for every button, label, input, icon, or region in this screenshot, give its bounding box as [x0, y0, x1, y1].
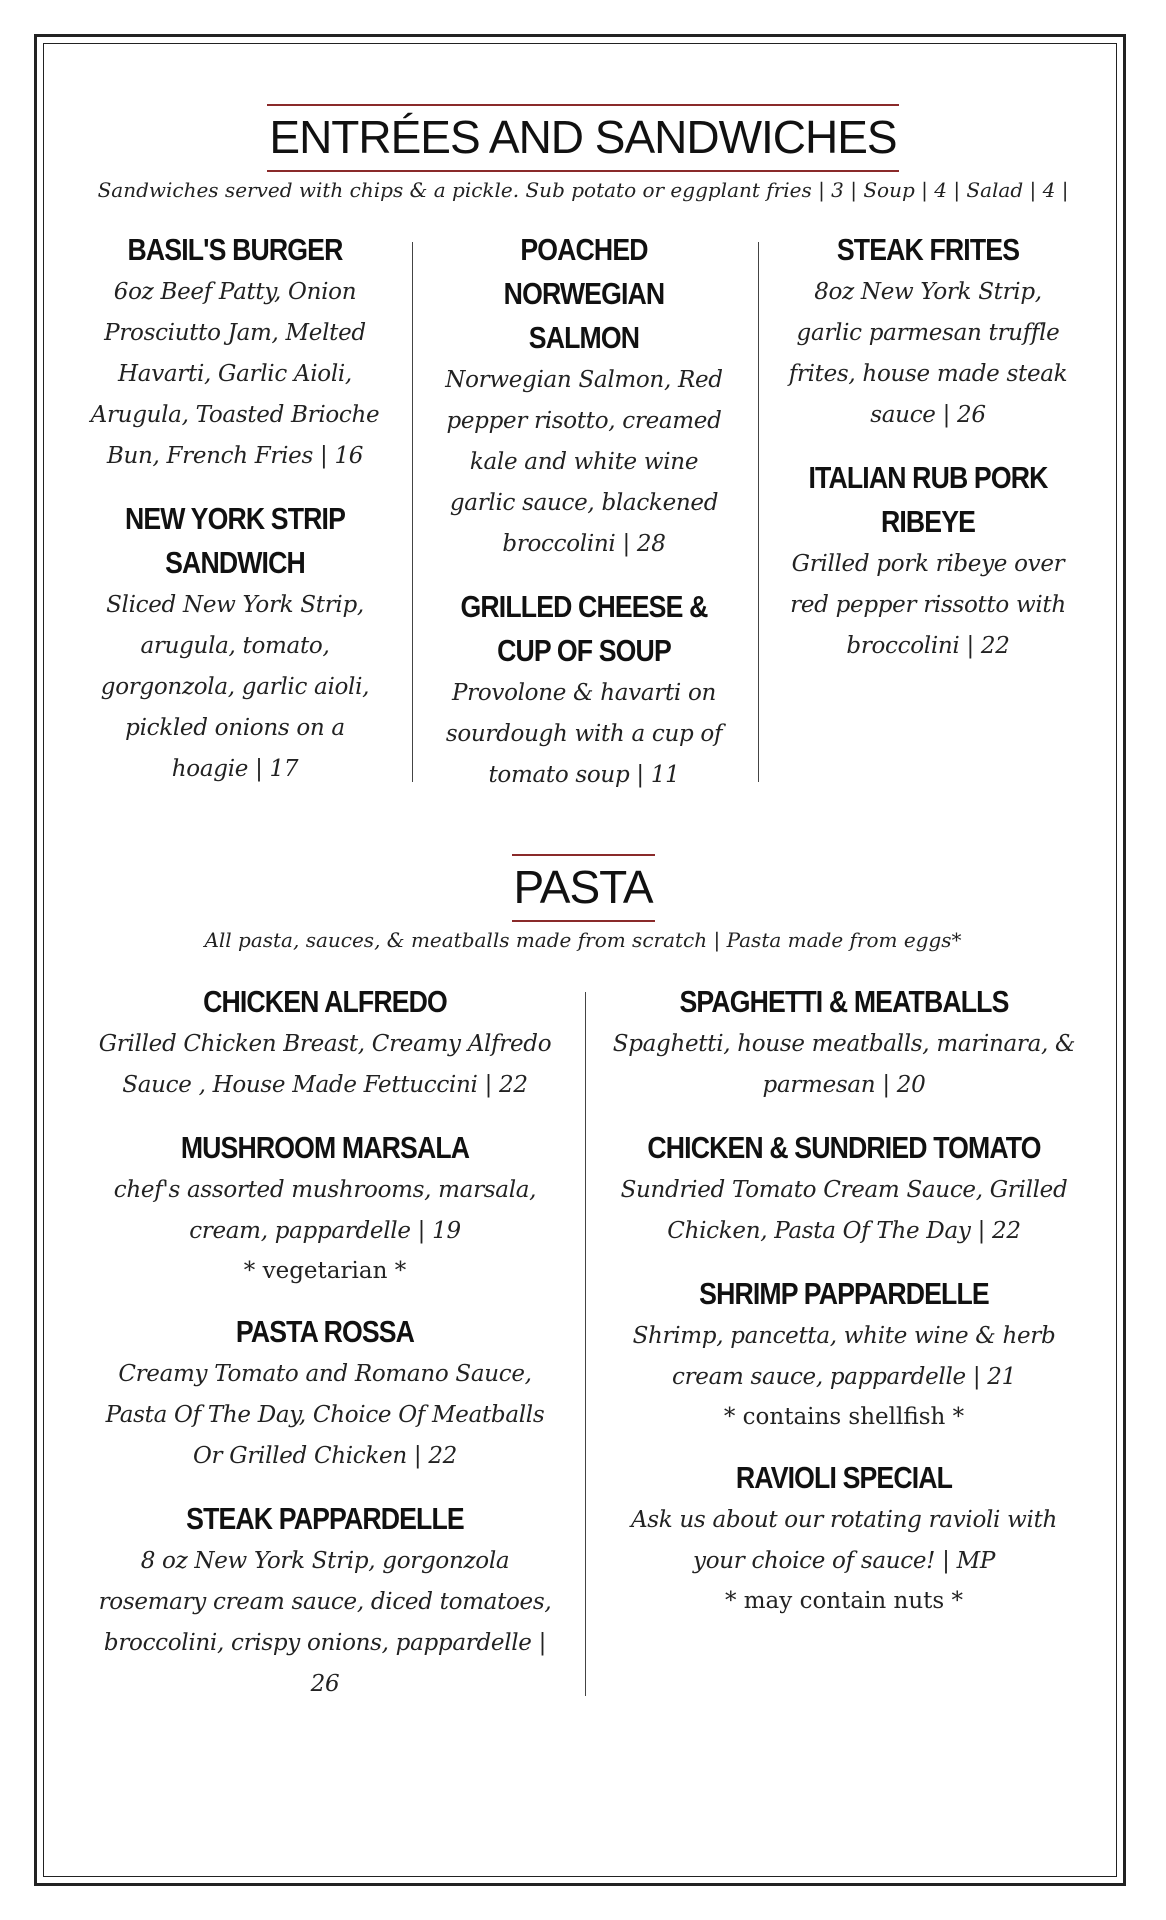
dietary-note: * may contain nuts * [724, 1588, 964, 1614]
menu-item-name: NEW YORK STRIP SANDWICH [124, 501, 346, 580]
menu-item-description: Grilled Chicken Breast, Creamy Alfredo Sauce , House Made Fettuccini | 22 [98, 1031, 552, 1098]
entrees-subtitle: Sandwiches served with chips & a pickle. Sub potato or eggplant fries | 3 | Soup | 4 | Salad | 4 | [97, 178, 1069, 202]
menu-item-name: SHRIMP PAPPARDELLE [699, 1276, 989, 1311]
menu-item-description: Sundried Tomato Cream Sauce, Grilled Chicken, Pasta Of The Day | 22 [620, 1177, 1068, 1244]
menu-item-description: 6oz Beef Patty, Onion Prosciutto Jam, Melted Havarti, Garlic Aioli, Arugula, Toasted Brioche Bun, French Fries | 16 [90, 279, 380, 469]
menu-item-description: 8oz New York Strip, garlic parmesan truffle frites, house made steak sauce | 26 [788, 279, 1068, 428]
pasta-column-1 [98, 980, 552, 1725]
menu-item-description: Grilled pork ribeye over red pepper rissotto with broccolini | 22 [790, 551, 1066, 659]
menu-item-name: BASIL'S BURGER [127, 232, 343, 267]
menu-item-description: Ask us about our rotating ravioli with your choice of sauce! | MP [630, 1507, 1058, 1574]
pasta-subtitle: All pasta, sauces, & meatballs made from scratch | Pasta made from eggs* [204, 928, 962, 952]
menu-item-name: STEAK PAPPARDELLE [186, 1501, 464, 1536]
entrees-section-title [0, 104, 1166, 172]
menu-item-name: GRILLED CHEESE & CUP OF SOUP [460, 589, 708, 668]
menu-item-description: chef's assorted mushrooms, marsala, cream, pappardelle | 19 [113, 1177, 537, 1244]
menu-item-name: ITALIAN RUB PORK RIBEYE [808, 460, 1048, 539]
menu-item-name: CHICKEN & SUNDRIED TOMATO [647, 1130, 1041, 1165]
menu-item-name: STEAK FRITES [836, 232, 1020, 267]
dietary-note: * vegetarian * [243, 1258, 407, 1284]
menu-item-name: POACHED NORWEGIAN SALMON [503, 232, 665, 355]
menu-item-description: Provolone & havarti on sourdough with a cup of tomato soup | 11 [445, 680, 723, 788]
entrees-title: ENTRÉES AND SANDWICHES [267, 104, 898, 172]
menu-item-name: SPAGHETTI & MEATBALLS [679, 984, 1009, 1019]
dietary-note: * contains shellfish * [723, 1404, 965, 1430]
entrees-column-3 [784, 228, 1072, 687]
pasta-section-title [0, 854, 1166, 922]
pasta-column-2 [612, 980, 1076, 1640]
column-divider [412, 242, 413, 782]
menu-item-name: CHICKEN ALFREDO [203, 984, 447, 1019]
entrees-column-2 [436, 228, 732, 816]
menu-item-description: 8 oz New York Strip, gorgonzola rosemary cream sauce, diced tomatoes, broccolini, crispy onions, pappardelle | 26 [98, 1548, 552, 1697]
menu-item-name: RAVIOLI SPECIAL [735, 1460, 953, 1495]
menu-item-name: MUSHROOM MARSALA [180, 1130, 470, 1165]
column-divider [758, 242, 759, 782]
menu-item-name: PASTA ROSSA [235, 1314, 415, 1349]
menu-item-description: Sliced New York Strip, arugula, tomato, gorgonzola, garlic aioli, pickled onions on a hoagie | 17 [100, 592, 370, 782]
menu-item-description: Norwegian Salmon, Red pepper risotto, creamed kale and white wine garlic sauce, blackened broccolini | 28 [445, 367, 723, 557]
menu-item-description: Creamy Tomato and Romano Sauce, Pasta Of The Day, Choice Of Meatballs Or Grilled Chicken | 22 [105, 1361, 545, 1469]
menu-item-description: Shrimp, pancetta, white wine & herb cream sauce, pappardelle | 21 [632, 1323, 1056, 1390]
pasta-title: PASTA [512, 854, 655, 922]
menu-item-description: Spaghetti, house meatballs, marinara, & parmesan | 20 [612, 1031, 1076, 1098]
entrees-column-1 [90, 228, 380, 810]
column-divider [585, 992, 586, 1696]
